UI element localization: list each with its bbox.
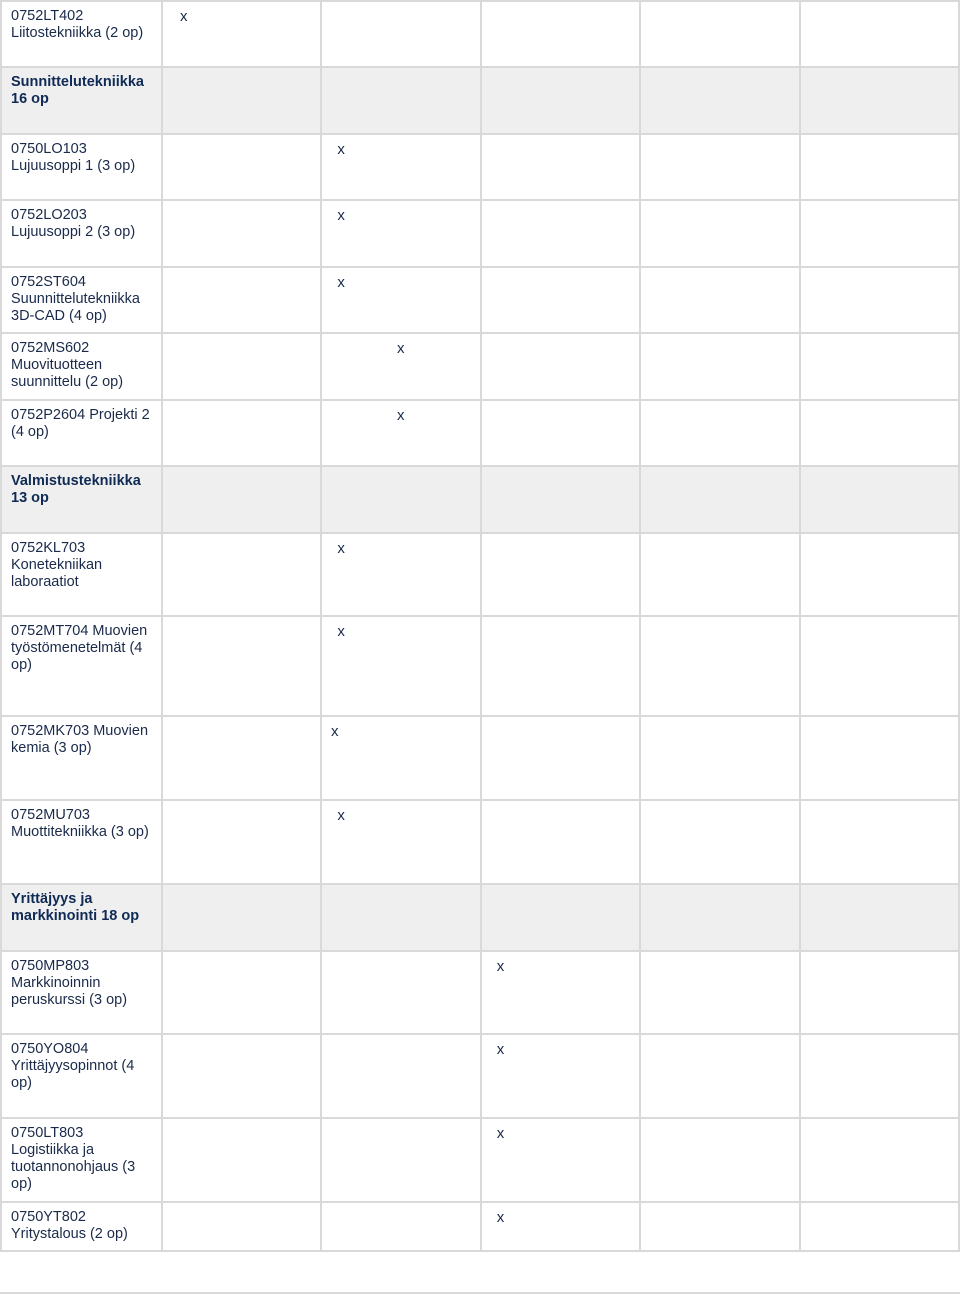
mark-cell [800,134,959,200]
mark-cell [162,616,321,716]
mark-cell [640,466,799,533]
mark-cell [162,1118,321,1202]
course-name: 0750LT803 Logistiikka ja tuotannonohjaus (3 op) [1,1118,162,1202]
mark-cell: x [481,1034,640,1118]
table-row [1,1202,959,1251]
section-header-row [1,67,959,134]
table-row [1,533,959,616]
offset-mark: x [331,723,339,740]
mark-cell [800,333,959,400]
course-name: 0752KL703 Konetekniikan laboraatiot [1,533,162,616]
mark-cell: x [481,1118,640,1202]
table-row [1,1034,959,1118]
course-name: 0752P2604 Projekti 2 (4 op) [1,400,162,466]
bottom-divider [0,1292,960,1294]
mark-cell [640,1,799,67]
mark-cell [640,134,799,200]
mark-cell [481,533,640,616]
course-name: 0752LO203 Lujuusoppi 2 (3 op) [1,200,162,267]
mark-cell [162,800,321,884]
mark-cell [800,1034,959,1118]
table-row [1,134,959,200]
mark-cell [162,67,321,134]
mark-cell [800,67,959,134]
table-row [1,200,959,267]
mark-cell [162,333,405,400]
mark-cell: x [162,1,321,67]
course-name: 0752MU703 Muottitekniikka (3 op) [1,800,162,884]
mark-cell [162,533,321,616]
section-header-row [1,884,959,951]
mark-cell [162,400,405,466]
mark-cell [640,533,799,616]
mark-cell [321,884,480,951]
mark-cell [800,400,959,466]
mark-cell [162,134,321,200]
mark-cell [481,1,640,67]
mark-cell [640,1034,799,1118]
mark-cell [481,884,640,951]
mark-cell [640,1118,799,1202]
mark-cell [640,267,799,333]
mark-cell [481,200,640,267]
mark-cell: x [321,800,480,884]
mark-cell [640,200,799,267]
mark-cell [481,400,640,466]
mark-cell [321,466,480,533]
mark-cell: x [321,533,480,616]
mark-cell: x [321,134,480,200]
mark-cell [162,1034,321,1118]
mark-cell [800,884,959,951]
mark-cell [640,1202,799,1251]
mark-cell: x [321,267,480,333]
offset-mark: x [397,340,405,357]
mark-cell [162,884,321,951]
table-row [1,400,959,466]
course-name: 0752MT704 Muovien työstömenetelmät (4 op) [1,616,162,716]
mark-cell [321,716,480,800]
mark-cell [800,951,959,1034]
mark-cell [481,134,640,200]
mark-cell [481,67,640,134]
mark-cell [800,1202,959,1251]
section-header-row [1,466,959,533]
table-row [1,800,959,884]
table-row [1,616,959,716]
mark-cell [321,1034,480,1118]
mark-cell [481,716,640,800]
mark-cell: x [481,1202,640,1251]
mark-cell: x [321,200,480,267]
mark-cell [800,800,959,884]
mark-cell [640,67,799,134]
mark-cell [321,951,480,1034]
mark-cell [321,67,480,134]
mark-cell [162,1202,321,1251]
mark-cell: x [481,951,640,1034]
mark-cell [481,267,640,333]
mark-cell [800,466,959,533]
mark-cell [162,267,321,333]
mark-cell [800,200,959,267]
mark-cell [481,800,640,884]
mark-cell [800,1118,959,1202]
offset-mark: x [397,407,405,424]
mark-cell [640,333,799,400]
mark-cell [800,616,959,716]
table-row [1,267,959,333]
mark-cell [640,951,799,1034]
mark-cell [640,716,799,800]
mark-cell [162,951,321,1034]
mark-cell [640,400,799,466]
table-body [1,1,959,1251]
section-title: Sunnittelutekniikka 16 op [1,67,162,134]
mark-cell [640,800,799,884]
mark-cell [640,616,799,716]
table-row [1,1118,959,1202]
table-row [1,1,959,67]
course-name: 0750LO103 Lujuusoppi 1 (3 op) [1,134,162,200]
mark-cell [481,466,640,533]
mark-cell [321,1,480,67]
table-row [1,333,959,400]
course-name: 0750MP803 Markkinoinnin peruskurssi (3 op) [1,951,162,1034]
mark-cell: x [321,616,480,716]
course-name: 0750YT802 Yritystalous (2 op) [1,1202,162,1251]
mark-cell [481,333,640,400]
course-name: 0750YO804 Yrittäjyysopinnot (4 op) [1,1034,162,1118]
mark-cell [162,200,321,267]
mark-cell [800,267,959,333]
table-row [1,716,959,800]
course-name: 0752LT402 Liitostekniikka (2 op) [1,1,162,67]
mark-cell [162,466,321,533]
course-name: 0752MK703 Muovien kemia (3 op) [1,716,162,800]
section-title: Valmistustekniikka 13 op [1,466,162,533]
mark-cell [800,716,959,800]
mark-cell [481,616,640,716]
mark-cell [800,1,959,67]
mark-cell [800,533,959,616]
course-name: 0752ST604 Suunnittelutekniikka 3D-CAD (4 op) [1,267,162,333]
mark-cell [321,1118,480,1202]
mark-cell [640,884,799,951]
section-title: Yrittäjyys ja markkinointi 18 op [1,884,162,951]
table-row [1,951,959,1034]
mark-cell [162,716,339,800]
course-name: 0752MS602 Muovituotteen suunnittelu (2 op) [1,333,162,400]
mark-cell [321,1202,480,1251]
